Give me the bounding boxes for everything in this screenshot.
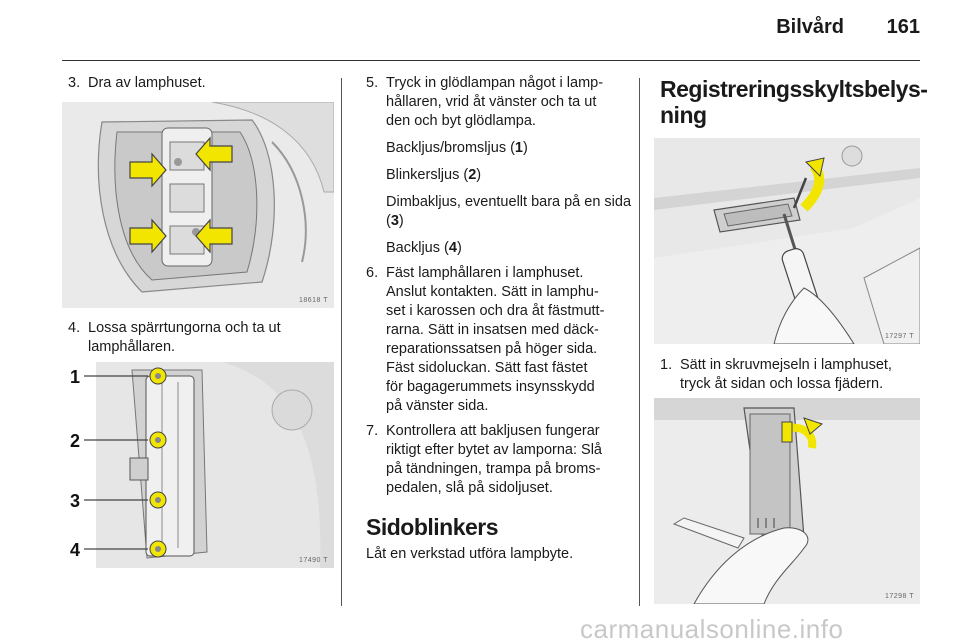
header-rule	[62, 60, 920, 61]
right-column-step1	[660, 356, 922, 394]
middle-column	[366, 74, 632, 564]
figure-id: 17298 T	[884, 593, 914, 600]
step-text-line: Lossa spärrtungorna och ta ut	[88, 320, 281, 336]
step-number: 1.	[660, 357, 673, 373]
step-text-line: Fäst sidoluckan. Sätt fast fästet	[386, 360, 588, 376]
figure-id: 18618 T	[298, 297, 328, 304]
lamp-housing-figure	[62, 102, 334, 308]
step-1	[660, 356, 922, 394]
step-text-line: set i karossen och dra åt fästmutt-	[386, 303, 605, 319]
bulb-item: Backljus/bromsljus (1)	[386, 140, 528, 156]
lamp-removal-illustration	[654, 398, 920, 604]
screwdriver-figure	[654, 138, 920, 344]
section-body: Låt en verkstad utföra lampbyte.	[366, 546, 574, 562]
step-3	[68, 74, 334, 93]
step-7	[366, 422, 632, 498]
bulb-item: Dimbakljus, eventuellt bara på en sida (3)	[386, 194, 632, 229]
page-header	[0, 0, 960, 62]
bulb-item: Backljus (4)	[386, 240, 462, 256]
bulb-item: Blinkersljus (2)	[386, 167, 482, 183]
step-text-line: tryck åt sidan och lossa fjädern.	[680, 376, 884, 392]
lamp-removal-figure	[654, 398, 920, 604]
step-text-line: Tryck in glödlampan något i lamp-	[386, 75, 604, 91]
lamp-housing-illustration	[62, 102, 334, 308]
step-6	[366, 264, 632, 416]
bulb-holder-figure	[62, 362, 334, 568]
watermark: carmanualsonline.info	[580, 614, 844, 642]
step-number: 6.	[366, 265, 379, 281]
step-text-line: Fäst lamphållaren i lamphuset.	[386, 265, 584, 281]
step-text-line: riktigt efter bytet av lamporna: Slå	[386, 442, 602, 458]
step-text-line: reparationssatsen på höger sida.	[386, 341, 598, 357]
step-text-line: på vänster sida.	[386, 398, 489, 414]
left-column	[68, 74, 334, 93]
column-divider-right	[639, 78, 640, 606]
step-number: 7.	[366, 423, 379, 439]
bulb-holder-illustration	[62, 362, 334, 568]
step-text-line: lamphållaren.	[88, 339, 176, 355]
section-title-registration-plate: Registreringsskyltsbelys- ning	[660, 76, 928, 128]
screwdriver-illustration	[654, 138, 920, 344]
step-text-line: rarna. Sätt in insatsen med däck-	[386, 322, 599, 338]
step-text-line: Sätt in skruvmejseln i lamphuset,	[680, 357, 892, 373]
step-number: 3.	[68, 75, 81, 91]
callout-4: 4	[70, 540, 81, 560]
step-number: 5.	[366, 75, 379, 91]
step-number: 4.	[68, 320, 81, 336]
step-text-line: Kontrollera att bakljusen fungerar	[386, 423, 600, 439]
callout-2: 2	[70, 431, 81, 451]
callout-3: 3	[70, 491, 81, 511]
right-column-title	[660, 76, 928, 128]
step-4	[68, 319, 334, 357]
step-text-line: på tändningen, trampa på broms-	[386, 461, 601, 477]
figure-id: 17490 T	[298, 557, 328, 564]
step-text: Dra av lamphuset.	[88, 75, 206, 91]
step-text-line: hållaren, vrid åt vänster och ta ut	[386, 94, 597, 110]
figure-id: 17297 T	[884, 333, 914, 340]
step-text-line: pedalen, slå på sidoljuset.	[386, 480, 553, 496]
left-column-step4	[68, 319, 334, 357]
step-5	[366, 74, 632, 131]
page-number: 161	[886, 16, 920, 38]
callout-1: 1	[70, 367, 81, 387]
chapter-title: Bilvård	[776, 16, 844, 38]
step-text-line: Anslut kontakten. Sätt in lamphu-	[386, 284, 599, 300]
column-divider-left	[341, 78, 342, 606]
step-text-line: den och byt glödlampa.	[386, 113, 536, 129]
step-text-line: för bagagerummets insynsskydd	[386, 379, 595, 395]
section-title-sidoblinkers: Sidoblinkers	[366, 514, 499, 540]
